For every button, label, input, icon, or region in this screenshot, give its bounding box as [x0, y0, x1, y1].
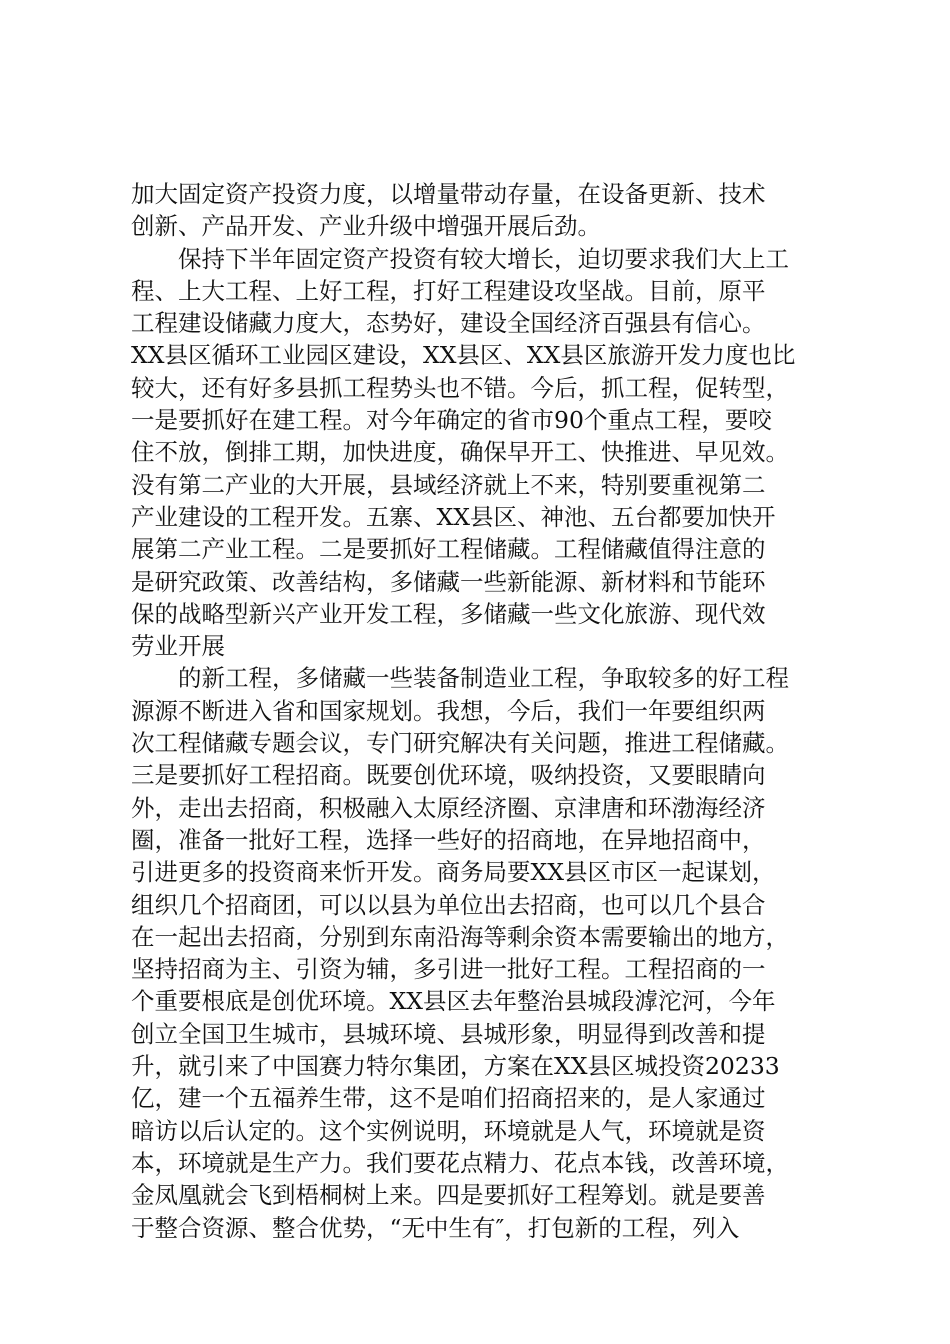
- body-text: [131, 178, 841, 1244]
- text-line: 于整合资源、整合优势，“无中生有″，打包新的工程，列入: [131, 1213, 740, 1242]
- text-line: 加大固定资产投资力度，以增量带动存量，在设备更新、技术: [131, 180, 766, 208]
- text-line: 组织几个招商团，可以以县为单位出去招商，也可以几个县合: [131, 890, 766, 919]
- text-line: XX县区循环工业园区建设，XX县区、XX县区旅游开发力度也比: [131, 341, 796, 370]
- text-line: 较大，还有好多县抓工程势头也不错。今后，抓工程，促转型，: [131, 373, 789, 402]
- text-line: 没有第二产业的大开展，县域经济就上不来，特别要重视第二: [131, 470, 766, 499]
- text-line: 引进更多的投资商来忻开发。商务局要XX县区市区一起谋划，: [131, 858, 776, 887]
- text-line: 圈，准备一批好工程，选择一些好的招商地，在异地招商中，: [131, 825, 766, 854]
- text-line: 保的战略型新兴产业开发工程，多储藏一些文化旅游、现代效: [131, 599, 766, 628]
- text-line: 创新、产品开发、产业升级中增强开展后劲。: [131, 212, 601, 241]
- text-line: 一是要抓好在建工程。对今年确定的省市90个重点工程，要咬: [131, 406, 772, 435]
- text-line: 暗访以后认定的。这个实例说明，环境就是人气，环境就是资: [131, 1116, 766, 1145]
- text-line: 住不放，倒排工期，加快进度，确保早开工、快推进、早见效。: [131, 438, 789, 467]
- text-line: 升，就引来了中国赛力特尔集团，方案在XX县区城投资20233: [131, 1052, 780, 1081]
- text-line: 次工程储藏专题会议，专门研究解决有关问题，推进工程储藏。: [131, 729, 789, 758]
- text-line: 在一起出去招商，分别到东南沿海等剩余资本需要输出的地方，: [131, 922, 789, 951]
- text-line: 劳业开展: [131, 632, 225, 661]
- text-line: 金凤凰就会飞到梧桐树上来。四是要抓好工程筹划。就是要善: [131, 1181, 766, 1210]
- text-line: 源源不断进入省和国家规划。我想，今后，我们一年要组织两: [131, 696, 766, 725]
- text-line: 产业建设的工程开发。五寨、XX县区、神池、五台都要加快开: [131, 502, 776, 531]
- text-line: 亿，建一个五福养生带，这不是咱们招商招来的，是人家通过: [131, 1084, 766, 1113]
- text-line: 坚持招商为主、引资为辅，多引进一批好工程。工程招商的一: [131, 955, 766, 984]
- text-line: 的新工程，多储藏一些装备制造业工程，争取较多的好工程: [178, 664, 789, 693]
- text-line: 创立全国卫生城市，县城环境、县城形象，明显得到改善和提: [131, 1019, 766, 1048]
- text-line: 外，走出去招商，积极融入太原经济圈、京津唐和环渤海经济: [131, 793, 766, 822]
- text-line: 展第二产业工程。二是要抓好工程储藏。工程储藏值得注意的: [131, 535, 766, 564]
- text-line: 本，环境就是生产力。我们要花点精力、花点本钱，改善环境，: [131, 1148, 789, 1177]
- text-line: 个重要根底是创优环境。XX县区去年整治县城段滹沱河，今年: [131, 987, 776, 1016]
- text-line: 是研究政策、改善结构，多储藏一些新能源、新材料和节能环: [131, 567, 766, 596]
- text-line: 三是要抓好工程招商。既要创优环境，吸纳投资，又要眼睛向: [131, 761, 766, 790]
- text-line: 保持下半年固定资产投资有较大增长，迫切要求我们大上工: [178, 244, 789, 273]
- text-line: 程、上大工程、上好工程，打好工程建设攻坚战。目前，原平: [131, 276, 766, 305]
- text-line: 工程建设储藏力度大，态势好，建设全国经济百强县有信心。: [131, 309, 766, 338]
